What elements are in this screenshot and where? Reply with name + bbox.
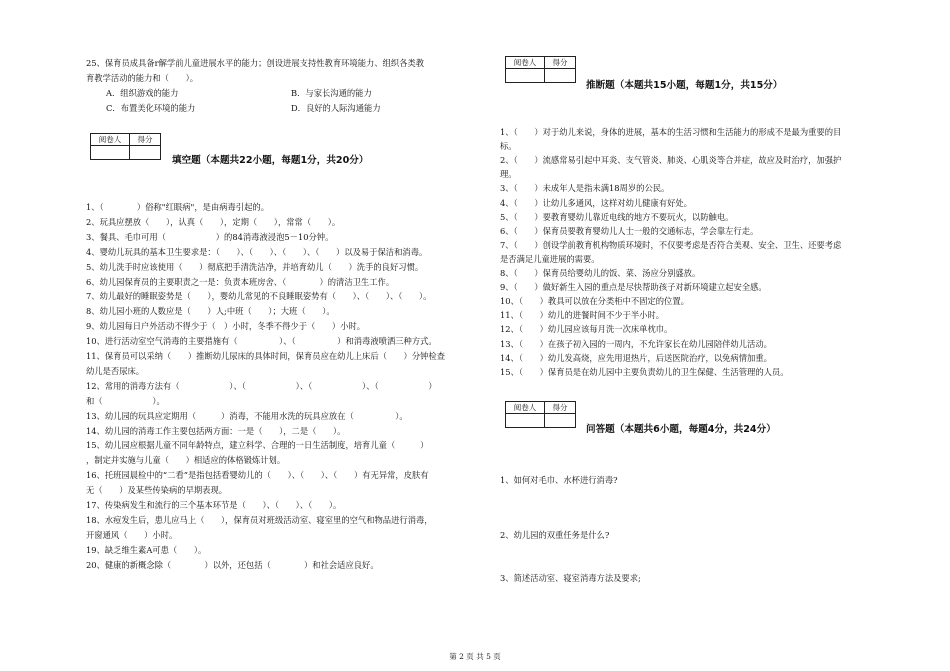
question-line: 18、水痘发生后，患儿应马上（ ），保育员对班级活动室、寝室里的空气和物品进行消毒， bbox=[86, 514, 433, 525]
question-line: 7、幼儿最好的睡眠姿势是（ ），婴幼儿常见的不良睡眠姿势有（ ）、（ ）、（ ）。 bbox=[86, 291, 432, 302]
question-line: 幼儿是否尿床。 bbox=[86, 365, 145, 376]
reviewer-cell bbox=[506, 414, 545, 428]
question-line: 3、餐具、毛巾可用（ ）的84消毒液浸泡5－10分钟。 bbox=[86, 231, 334, 242]
question-line: 15、（ ）保育员是在幼儿园中主要负责幼儿的卫生保健、生活管理的人员。 bbox=[500, 366, 789, 377]
option-c: C．布置美化环境的能力 bbox=[106, 103, 196, 113]
question-line: 14、幼儿园的消毒工作主要包括两方面：一是（ ），二是（ ）。 bbox=[86, 425, 346, 436]
score-cell bbox=[545, 414, 576, 428]
question-line: 16、托班园晨检中的“二看”是指包括看婴幼儿的（ ）、（ ）、（ ）有无异常，皮肤有 bbox=[86, 470, 429, 481]
question-line: 17、传染病发生和流行的三个基本环节是（ ）、（ ）、（ ）。 bbox=[86, 500, 342, 510]
question-line: 12、常用的消毒方法有（ ）、（ ）、（ ）、（ ） bbox=[86, 380, 437, 391]
question-line: 12、（ ）幼儿园应该每月洗一次床单枕巾。 bbox=[500, 324, 673, 335]
qa-score-box bbox=[505, 401, 576, 428]
qa-question-2: 2、幼儿园的双重任务是什么? bbox=[500, 530, 610, 540]
reviewer-cell bbox=[506, 69, 545, 83]
question-line: 11、保育员可以采纳（ ）推断幼儿尿床的具体时间，保育员应在幼儿上床后（ ）分钟检查 bbox=[86, 351, 446, 361]
question-line: 4、（ ）让幼儿多通风，这样对幼儿健康有好处。 bbox=[500, 197, 692, 208]
qa-question-1: 1、如何对毛巾、水杯进行消毒? bbox=[500, 475, 618, 485]
question-line: 4、婴幼儿玩具的基本卫生要求是：（ ）、（ ）、（ ）、（ ）以及易于保洁和消毒。 bbox=[86, 246, 428, 257]
question-line: 19、缺乏维生素A可患（ ）。 bbox=[86, 544, 207, 555]
fill-section-title: 填空题（本题共22小题，每题1分，共20分） bbox=[172, 155, 369, 166]
score-label: 得分 bbox=[130, 134, 161, 146]
fill-score-box bbox=[90, 133, 161, 160]
question-line: 是否满足儿童进展的需要。 bbox=[500, 253, 600, 264]
question-line: ，制定并实施与儿童（ ）相适应的体格锻炼计划。 bbox=[86, 455, 286, 466]
question-line: 11、（ ）幼儿的进餐时间不少于半小时。 bbox=[500, 310, 665, 321]
reviewer-cell bbox=[91, 146, 130, 160]
question-line: 6、（ ）保育员要教育婴幼儿人士一般的交通标志，学会靠左行走。 bbox=[500, 225, 759, 236]
option-d: D．良好的人际沟通能力 bbox=[291, 103, 381, 113]
question-25-line-2: 育教学活动的能力和（ ）。 bbox=[86, 73, 199, 83]
question-line: 5、（ ）要教育婴幼儿靠近电线的地方不要玩火，以防触电。 bbox=[500, 211, 734, 222]
option-a: A．组织游戏的能力 bbox=[106, 88, 179, 98]
judge-score-box bbox=[505, 56, 576, 83]
question-line: 2、（ ）流感常易引起中耳炎、支气管炎、肺炎、心肌炎等合并症，故应及时治疗，加强护 bbox=[500, 155, 842, 166]
question-line: 理。 bbox=[500, 169, 517, 180]
question-line: 13、（ ）在孩子初入园的一周内，不允许家长在幼儿园陪伴幼儿活动。 bbox=[500, 338, 772, 349]
score-cell bbox=[130, 146, 161, 160]
question-line: 8、（ ）保育员给婴幼儿的饭、菜、汤应分别盛放。 bbox=[500, 268, 701, 278]
question-line: 6、幼儿园保育员的主要职责之一是：负责本班房舍、（ ）的清洁卫生工作。 bbox=[86, 276, 395, 287]
question-line: 3、（ ）未成年人是指未满18周岁的公民。 bbox=[500, 183, 670, 194]
question-line: 9、（ ）做好新生入园的重点是尽快帮助孩子对新环境建立起安全感。 bbox=[500, 282, 767, 293]
option-b: B．与家长沟通的能力 bbox=[291, 88, 372, 98]
question-line: 无（ ）及某些传染病的早期表现。 bbox=[86, 485, 228, 496]
qa-question-3: 3、简述活动室、寝室消毒方法及要求; bbox=[500, 573, 641, 583]
question-line: 1、（ ）俗称"红眼病"，是由病毒引起的。 bbox=[86, 202, 269, 212]
question-line: 5、幼儿洗手时应该使用（ ）彻底把手清洗洁净，并培育幼儿（ ）洗手的良好习惯。 bbox=[86, 261, 424, 272]
question-line: 和（ ）。 bbox=[86, 395, 165, 406]
question-line: 10、（ ）教具可以放在分类柜中不固定的位置。 bbox=[500, 296, 689, 307]
question-line: 14、（ ）幼儿发高烧，应先用退热片，后送医院治疗，以免病情加重。 bbox=[500, 352, 772, 363]
question-line: 7、（ ）创设学前教育机构物质环境时，不仅要考虑是否符合美观、安全、卫生、还要考虑 bbox=[500, 239, 842, 250]
question-line: 标。 bbox=[500, 141, 517, 152]
page-footer: 第 2 页 共 5 页 bbox=[449, 652, 501, 661]
score-label: 得分 bbox=[545, 57, 576, 69]
reviewer-label: 阅卷人 bbox=[91, 134, 130, 146]
judge-section-title: 推断题（本题共15小题，每题1分，共15分） bbox=[586, 80, 783, 91]
reviewer-label: 阅卷人 bbox=[506, 57, 545, 69]
reviewer-label: 阅卷人 bbox=[506, 402, 545, 414]
question-line: 9、幼儿园每日户外活动不得少于（ ）小时，冬季不得少于（ ）小时。 bbox=[86, 321, 366, 332]
question-line: 8、幼儿园小班的人数应是（ ）人;中班（ ）；大班（ ）。 bbox=[86, 306, 335, 317]
question-line: 20、健康的新概念除（ ）以外，还包括（ ）和社会适应良好。 bbox=[86, 559, 379, 570]
qa-section-title: 问答题（本题共6小题，每题4分，共24分） bbox=[586, 424, 776, 435]
question-line: 15、幼儿园应根据儿童不同年龄特点，建立科学、合理的一日生活制度，培育儿童（ ） bbox=[86, 440, 429, 451]
question-line: 开窗通风（ ）小时。 bbox=[86, 529, 178, 540]
question-line: 13、幼儿园的玩具应定期用（ ）消毒，不能用水洗的玩具应放在（ ）。 bbox=[86, 410, 408, 421]
score-cell bbox=[545, 69, 576, 83]
question-line: 10、进行活动室空气消毒的主要措施有（ ）、（ ）和消毒液喷洒三种方式。 bbox=[86, 336, 437, 347]
question-line: 2、玩具应摆放（ ），认真（ ），定期（ ），常常（ ）。 bbox=[86, 216, 341, 227]
question-25-line-1: 25、保育员成具备r解学前儿童进展水平的能力；创设进展支持性教育环境能力、组织各类教 bbox=[86, 58, 425, 68]
question-line: 1、（ ）对于幼儿来说，身体的进展，基本的生活习惯和生活能力的形成不是最为重要的目 bbox=[500, 127, 842, 137]
score-label: 得分 bbox=[545, 402, 576, 414]
